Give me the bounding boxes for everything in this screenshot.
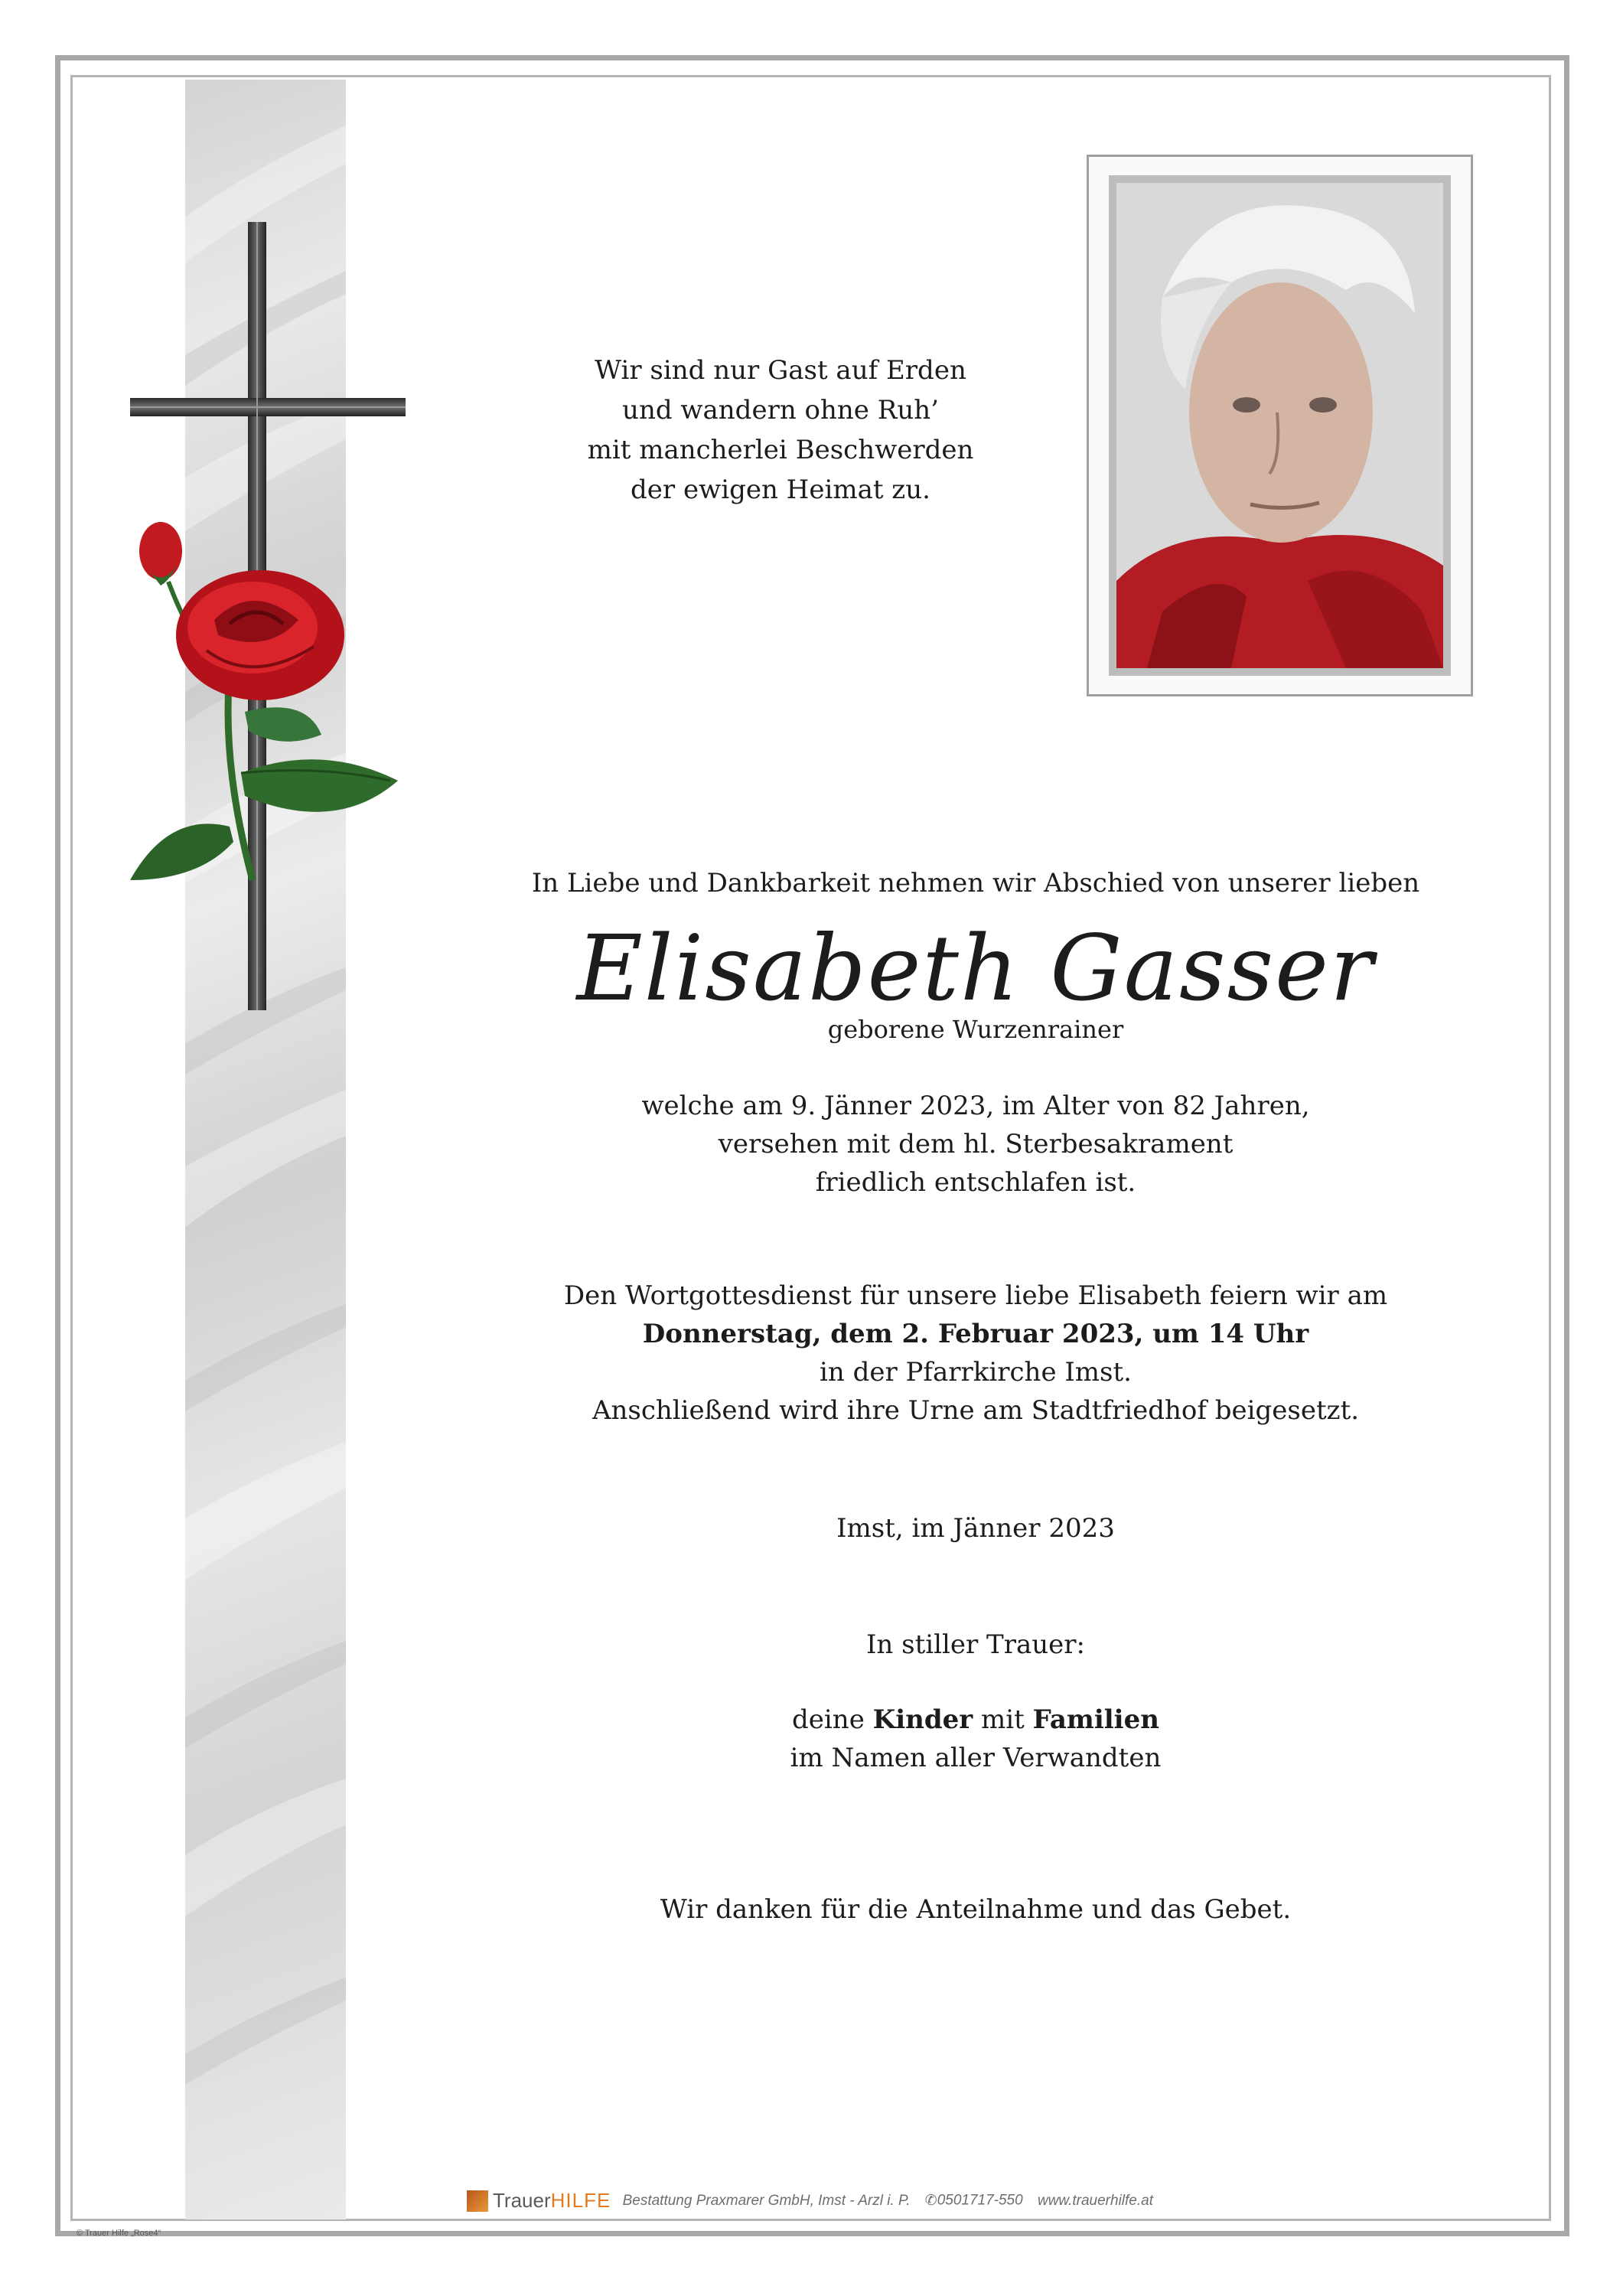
- death-notice: [536, 1087, 1416, 1202]
- poem-line: und wandern ohne Ruh’: [622, 395, 939, 426]
- trauerhilfe-logo-icon: [467, 2190, 488, 2212]
- portrait-illustration: [1116, 183, 1443, 668]
- poem-line: mit mancherlei Beschwerden: [587, 435, 974, 465]
- place-date: Imst, im Jänner 2023: [836, 1513, 1115, 1544]
- death-line: welche am 9. Jänner 2023, im Alter von 82 Jahren,: [641, 1091, 1310, 1121]
- family-pre: deine: [792, 1704, 873, 1735]
- poem-line: der ewigen Heimat zu.: [631, 475, 930, 505]
- rose-icon: [92, 520, 413, 918]
- death-line: friedlich entschlafen ist.: [815, 1167, 1136, 1198]
- phone-icon: ✆: [924, 2193, 937, 2209]
- footer-website[interactable]: www.trauerhilfe.at: [1037, 2192, 1153, 2209]
- footer-company: Bestattung Praxmarer GmbH, Imst - Arzl i. P.: [622, 2192, 911, 2209]
- family-signature: [612, 1701, 1339, 1777]
- footer: [467, 2189, 1232, 2219]
- portrait-mat: [1109, 175, 1451, 676]
- footer-brand-accent: HILFE: [550, 2189, 611, 2212]
- death-line: versehen mit dem hl. Sterbesakrament: [718, 1129, 1234, 1159]
- intro-text: In Liebe und Dankbarkeit nehmen wir Abschied von unserer lieben: [531, 868, 1420, 899]
- copyright-note: © Trauer Hilfe „Rose4“: [77, 2229, 161, 2238]
- maiden-name: geborene Wurzenrainer: [827, 1015, 1124, 1044]
- thanks-text: Wir danken für die Anteilnahme und das Gebet.: [660, 1894, 1292, 1925]
- family-kinder: Kinder: [872, 1704, 973, 1735]
- family-mid: mit: [973, 1704, 1033, 1735]
- portrait-frame: [1087, 155, 1473, 696]
- service-date: Donnerstag, dem 2. Februar 2023, um 14 Uhr: [642, 1319, 1309, 1349]
- mourning-label: In stiller Trauer:: [866, 1629, 1085, 1660]
- deceased-name: Elisabeth Gasser: [576, 915, 1375, 1021]
- poem-block: [559, 351, 1002, 510]
- service-location: in der Pfarrkirche Imst.: [820, 1357, 1132, 1388]
- family-relatives: im Namen aller Verwandten: [790, 1743, 1162, 1773]
- footer-phone: 0501717-550: [937, 2192, 1023, 2209]
- poem-line: Wir sind nur Gast auf Erden: [595, 355, 966, 386]
- portrait-photo: [1116, 183, 1443, 668]
- footer-brand: Trauer: [493, 2189, 551, 2212]
- service-line: Den Wortgottesdienst für unsere liebe Elisabeth feiern wir am: [563, 1280, 1388, 1311]
- service-burial: Anschließend wird ihre Urne am Stadtfriedhof beigesetzt.: [592, 1395, 1360, 1426]
- service-details: [474, 1277, 1477, 1430]
- family-familien: Familien: [1032, 1704, 1159, 1735]
